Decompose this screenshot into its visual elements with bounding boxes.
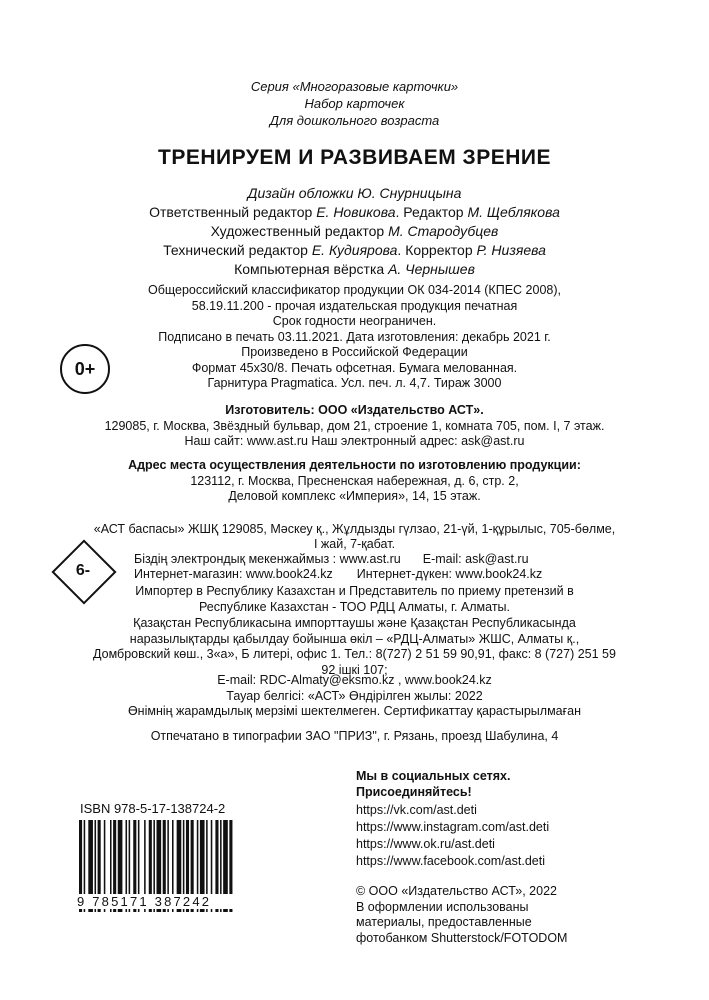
printing-line: Отпечатано в типографии ЗАО "ПРИЗ", г. Рязань, проезд Шабулина, 4 bbox=[150, 729, 559, 743]
spec-line: Формат 45х30/8. Печать офсетная. Бумага мелованная. bbox=[191, 360, 518, 375]
kz-contact-line: Өнімнің жарамдылық мерзімі шектелмеген. Сертификаттау қарастырылмаған bbox=[127, 704, 582, 718]
social-block bbox=[356, 769, 549, 870]
set-line: Набор карточек bbox=[304, 96, 405, 111]
credit-tech-editor: Технический редактор Е. Кудиярова. Корректор Р. Низяева bbox=[163, 242, 546, 258]
kz-importer-line: Импортер в Республику Казахстан и Представитель по приему претензий в bbox=[135, 584, 574, 598]
credit-editors: Ответственный редактор Е. Новикова. Редактор М. Щеблякова bbox=[149, 204, 560, 220]
kz-shop-line: Интернет-магазин: www.book24.kz Интернет-дүкен: www.book24.kz bbox=[134, 567, 543, 581]
social-subtitle: Присоединяйтесь! bbox=[356, 784, 472, 799]
isbn-label: ISBN 978-5-17-138724-2 bbox=[80, 801, 226, 816]
kz-representative-line: наразылықтарды қабылдау бойынша өкіл – «РДЦ-Алматы» ЖШС, Алматы қ., bbox=[129, 631, 580, 646]
book-title: ТРЕНИРУЕМ И РАЗВИВАЕМ ЗРЕНИЕ bbox=[158, 146, 551, 169]
kz-representative-line: Қазақстан Республикасына импорттаушы және Қазақстан Республикасында bbox=[133, 616, 576, 630]
kz-contact-line: Тауар белгісі: «АСТ» Өндірілген жылы: 2022 bbox=[226, 688, 483, 703]
production-title: Адрес места осуществления деятельности по изготовлению продукции: bbox=[128, 458, 581, 472]
series-line: Серия «Многоразовые карточки» bbox=[250, 79, 459, 94]
manufacturer-address: 129085, г. Москва, Звёздный бульвар, дом 21, строение 1, комната 705, пом. I, 7 этаж. bbox=[104, 418, 605, 433]
kz-contacts-block bbox=[0, 673, 709, 720]
spec-line: Гарнитура Pragmatica. Усл. печ. л. 4,7. Тираж 3000 bbox=[207, 376, 502, 390]
copyright-block bbox=[356, 884, 567, 946]
kz-address-line: «АСТ баспасы» ЖШҚ 129085, Мәскеу қ., Жұлдызды гүлзао, 21-үй, 1-құрылыс, 705-бөлме, bbox=[93, 522, 616, 536]
kz-representative-block bbox=[0, 616, 709, 678]
spec-line: Произведено в Российской Федерации bbox=[241, 345, 468, 359]
kz-address-line: I жай, 7-қабат. bbox=[313, 537, 396, 551]
social-title: Мы в социальных сетях. bbox=[356, 769, 511, 783]
age-rating-kz-label: 6- bbox=[75, 562, 91, 579]
production-line: Деловой комплекс «Империя», 14, 15 этаж. bbox=[228, 489, 481, 503]
social-link-instagram[interactable]: https://www.instagram.com/ast.deti bbox=[356, 820, 550, 834]
social-link-vk[interactable]: https://vk.com/ast.deti bbox=[356, 803, 477, 817]
manufacturer-block bbox=[0, 403, 709, 450]
production-block bbox=[0, 458, 709, 505]
credit-layout: Компьютерная вёрстка А. Чернышев bbox=[234, 261, 475, 277]
credit-cover-design: Дизайн обложки Ю. Снурницына bbox=[247, 185, 462, 201]
kz-representative-line: Домбровский көш., 3«а», Б литері, офис 1. Тел.: 8(727) 2 51 59 90,91, факс: 8 (727) 251 59 bbox=[93, 647, 616, 661]
age-rating-badge: 0+ bbox=[60, 344, 110, 394]
kz-contact-line: E-mail: RDC-Almaty@eksmo.kz , www.book24.kz bbox=[217, 673, 492, 687]
copyright-line: В оформлении использованы bbox=[356, 899, 529, 914]
kz-representative-line: 92 ішкі 107; bbox=[321, 662, 388, 677]
manufacturer-site: Наш сайт: www.ast.ru Наш электронный адрес: ask@ast.ru bbox=[184, 434, 525, 448]
barcode-digits: 9 785171 387242 bbox=[77, 894, 295, 909]
spec-line: Подписано в печать 03.11.2021. Дата изготовления: декабрь 2021 г. bbox=[158, 329, 551, 344]
copyright-line: © ООО «Издательство АСТ», 2022 bbox=[356, 884, 557, 898]
spec-line: Общероссийский классификатор продукции ОК 034-2014 (КПЕС 2008), bbox=[148, 283, 561, 297]
kz-email-site-line: Біздің электрондық мекенжаймыз : www.ast.ru E-mail: ask@ast.ru bbox=[134, 552, 529, 566]
social-link-facebook[interactable]: https://www.facebook.com/ast.deti bbox=[356, 854, 545, 868]
social-link-ok[interactable]: https://www.ok.ru/ast.deti bbox=[356, 837, 495, 851]
spec-line: Срок годности неограничен. bbox=[272, 314, 437, 328]
kz-importer-line: Республике Казахстан - ТОО РДЦ Алматы, г. Алматы. bbox=[198, 599, 511, 614]
copyright-line: фотобанком Shutterstock/FOTODOM bbox=[356, 930, 568, 945]
production-line: 123112, г. Москва, Пресненская набережная, д. 6, стр. 2, bbox=[190, 473, 519, 488]
spec-line: 58.19.11.200 - прочая издательская продукция печатная bbox=[191, 298, 518, 313]
copyright-line: материалы, предоставленные bbox=[356, 915, 532, 929]
age-line: Для дошкольного возраста bbox=[269, 113, 440, 128]
credits-block bbox=[0, 184, 709, 279]
kz-importer-block bbox=[0, 584, 709, 615]
credit-art-editor: Художественный редактор М. Стародубцев bbox=[210, 223, 499, 239]
manufacturer-title: Изготовитель: ООО «Издательство АСТ». bbox=[225, 403, 484, 417]
